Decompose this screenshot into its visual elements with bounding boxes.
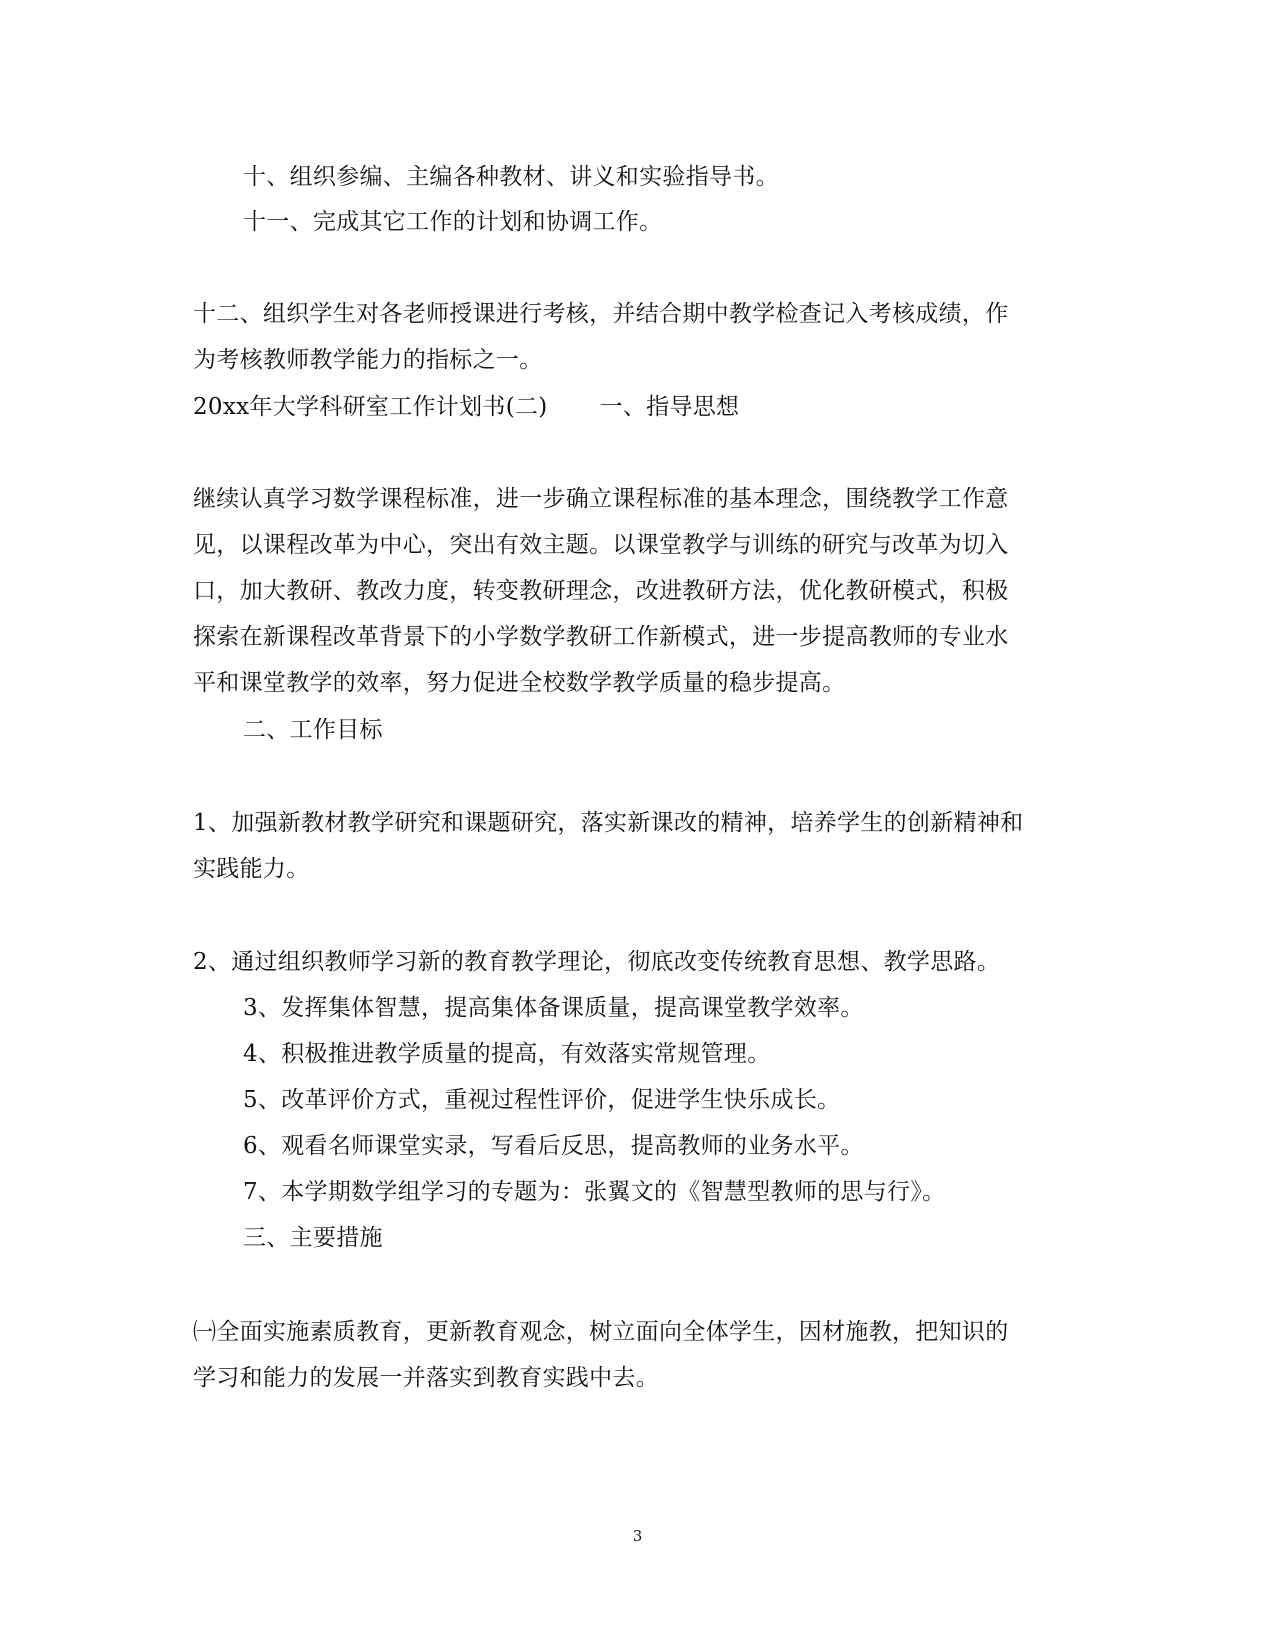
paragraph-line: 继续认真学习数学课程标准，进一步确立课程标准的基本理念，围绕教学工作意 [193,486,1009,512]
goal-1-line-1: 1、加强新教材教学研究和课题研究，落实新课改的精神，培养学生的创新精神和 [193,810,1024,836]
paragraph-line: 见，以课程改革为中心，突出有效主题。以课堂教学与训练的研究与改革为切入 [193,532,1009,558]
goal-3: 3、发挥集体智慧，提高集体备课质量，提高课堂教学效率。 [243,995,864,1021]
list-item-12-line-1: 十二、组织学生对各老师授课进行考核，并结合期中教学检查记入考核成绩，作 [193,301,1009,327]
goal-5: 5、改革评价方式，重视过程性评价，促进学生快乐成长。 [243,1087,841,1113]
goal-2: 2、通过组织教师学习新的教育教学理论，彻底改变传统教育思想、教学思路。 [193,949,1001,975]
paragraph-line: 探索在新课程改革背景下的小学数学教研工作新模式，进一步提高教师的专业水 [193,624,1009,650]
paragraph-line: 口，加大教研、教改力度，转变教研理念，改进教研方法，优化教研模式，积极 [193,578,1009,604]
section-heading-goals: 二、工作目标 [243,717,383,743]
list-item-11: 十一、完成其它工作的计划和协调工作。 [243,209,663,235]
list-item-10: 十、组织参编、主编各种教材、讲义和实验指导书。 [243,164,779,190]
goal-1-line-2: 实践能力。 [193,856,310,882]
goal-4: 4、积极推进教学质量的提高，有效落实常规管理。 [243,1041,771,1067]
list-item-12-line-2: 为考核教师教学能力的指标之一。 [193,347,543,373]
paragraph-line: 平和课堂教学的效率，努力促进全校数学教学质量的稳步提高。 [193,670,846,696]
goal-7: 7、本学期数学组学习的专题为：张翼文的《智慧型教师的思与行》。 [243,1179,946,1205]
goal-6: 6、观看名师课堂实录，写看后反思，提高教师的业务水平。 [243,1133,864,1159]
page-number: 3 [632,1527,643,1545]
measure-1-line-1: ㈠全面实施素质教育，更新教育观念，树立面向全体学生，因材施教，把知识的 [193,1319,1009,1345]
section-heading-guiding: 一、指导思想 [599,394,740,420]
section-heading-measures: 三、主要措施 [243,1225,383,1251]
measure-1-line-2: 学习和能力的发展一并落实到教育实践中去。 [193,1365,659,1391]
plan-title: 20xx年大学科研室工作计划书(二) [193,394,548,420]
plan-title-row [193,393,739,421]
